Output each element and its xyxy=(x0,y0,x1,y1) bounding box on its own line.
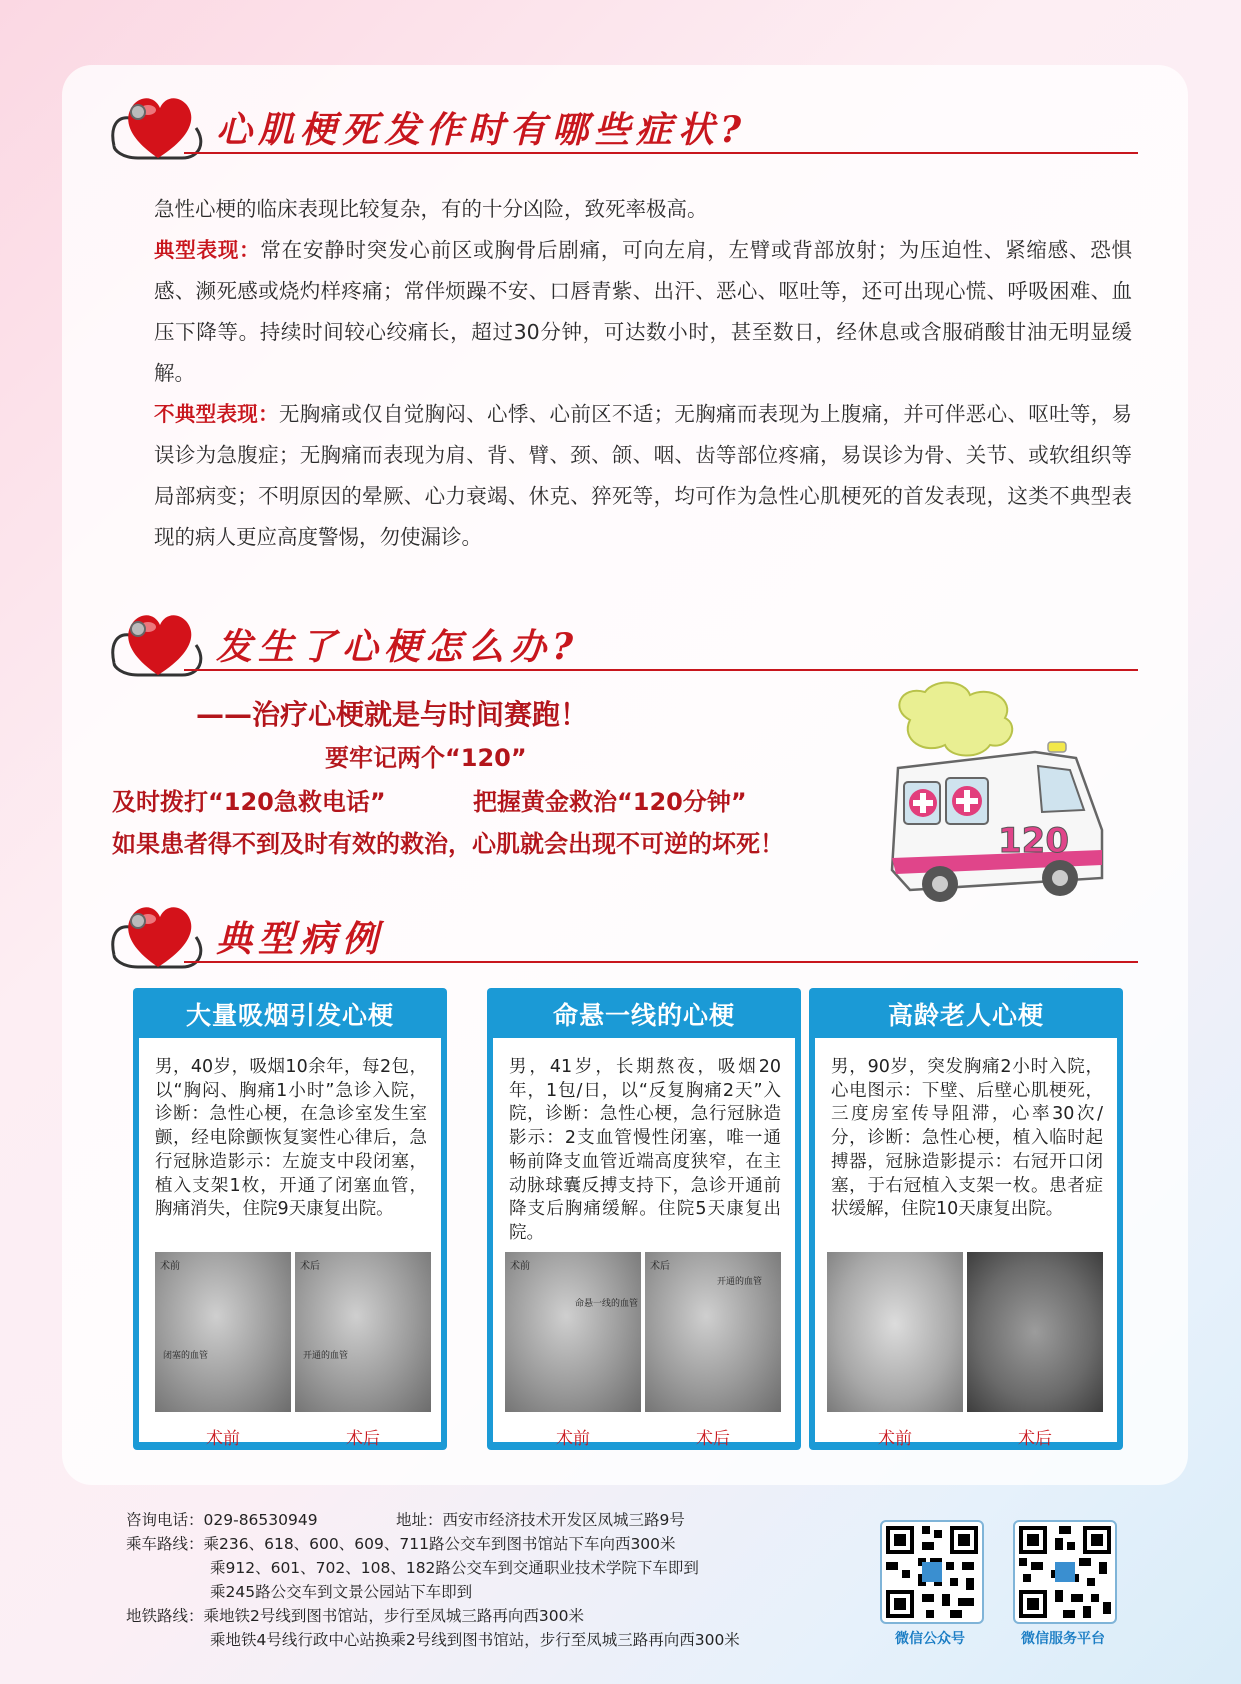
angiogram-after-image xyxy=(295,1252,431,1412)
angiogram-after-image xyxy=(645,1252,781,1412)
address-text: 西安市经济技术开发区凤城三路9号 xyxy=(442,1511,685,1529)
heart-stethoscope-icon xyxy=(108,88,208,166)
address-label: 地址： xyxy=(396,1511,443,1529)
metro-line: 乘地铁2号线到图书馆站，步行至凤城三路再向西300米 xyxy=(203,1607,584,1625)
image-annotation: 开通的血管 xyxy=(717,1277,763,1287)
typical-label: 典型表现： xyxy=(154,238,261,262)
metro-label: 地铁路线： xyxy=(126,1607,204,1625)
case-body xyxy=(493,1038,795,1449)
qr-code-icon xyxy=(882,1522,982,1622)
bus-label: 乘车路线： xyxy=(126,1535,204,1553)
image-tag: 术前 xyxy=(510,1261,530,1272)
symptoms-intro: 急性心梗的临床表现比较复杂，有的十分凶险，致死率极高。 xyxy=(154,197,708,221)
case-body xyxy=(815,1038,1117,1449)
case-description: 男，41岁，长期熬夜，吸烟20年，1包/日，以“反复胸痛2天”入院，诊断：急性心梗，急行冠脉造影示：2支血管慢性闭塞，唯一通畅前降支血管近端高度狭窄，在主动脉球囊反搏支持下，急诊开通前降支后胸痛缓解。住院5天康复出院。 xyxy=(509,1057,781,1243)
slogan-race: ——治疗心梗就是与时间赛跑！ xyxy=(196,698,589,731)
symptoms-body xyxy=(154,189,1132,558)
metro-line: 乘地铁4号线行政中心站换乘2号线到图书馆站，步行至凤城三路再向西300米 xyxy=(210,1631,740,1649)
typical-text: 常在安静时突发心前区或胸骨后剧痛，可向左肩，左臂或背部放射；为压迫性、紧缩感、恐惧感、濒死感或烧灼样疼痛；常伴烦躁不安、口唇青紫、出汗、恶心、呕吐等，还可出现心慌、呼吸困难、血压下降等。持续时间较心绞痛长，超过30分钟，可达数小时，甚至数日，经休息或含服硝酸甘油无明显缓解。 xyxy=(154,238,1132,385)
section-divider xyxy=(184,152,1138,154)
ambulance-120-label: 120 xyxy=(998,821,1069,861)
case-description: 男，90岁，突发胸痛2小时入院，心电图示：下壁、后壁心肌梗死，三度房室传导阻滞，心率30次/分，诊断：急性心梗，植入临时起搏器，冠脉造影提示：右冠开口闭塞，于右冠植入支架一枚。患者症状缓解，住院10天康复出院。 xyxy=(831,1057,1103,1220)
angiogram-before-image xyxy=(155,1252,291,1412)
slogan-warning: 如果患者得不到及时有效的救治，心肌就会出现不可逆的坏死！ xyxy=(112,830,784,858)
qr-code-icon xyxy=(1015,1522,1115,1622)
case-card-smoking xyxy=(133,988,447,1450)
angiogram-after-image xyxy=(967,1252,1103,1412)
section-header-symptoms xyxy=(108,88,1138,168)
heart-stethoscope-icon xyxy=(108,897,208,975)
slogan-call-120: 及时拨打“120急救电话” xyxy=(112,788,386,816)
section-header-action xyxy=(108,605,1138,685)
heart-stethoscope-icon xyxy=(108,605,208,683)
address xyxy=(396,1508,685,1532)
caption-before: 术前 xyxy=(556,1429,590,1449)
case-body xyxy=(139,1038,441,1449)
case-description: 男，40岁，吸烟10余年，每2包，以“胸闷、胸痛1小时”急诊入院，诊断：急性心梗，在急诊室发生室颤，经电除颤恢复窦性心律后，急行冠脉造影示：左旋支中段闭塞，植入支架1枚，开通了闭塞血管，胸痛消失，住院9天康复出院。 xyxy=(155,1057,427,1220)
case-title: 大量吸烟引发心梗 xyxy=(185,1001,394,1030)
phone-label: 咨询电话： xyxy=(126,1511,204,1529)
qr1-label: 微信公众号 xyxy=(895,1631,965,1647)
phone-number: 029-86530949 xyxy=(203,1511,318,1529)
caption-after: 术后 xyxy=(1018,1429,1052,1449)
image-tag: 术后 xyxy=(650,1261,670,1272)
image-annotation: 闭塞的血管 xyxy=(163,1351,209,1361)
section-divider xyxy=(184,669,1138,671)
atypical-label: 不典型表现： xyxy=(154,402,279,426)
section-divider xyxy=(184,961,1138,963)
atypical-paragraph xyxy=(154,394,1132,558)
case-card-elderly xyxy=(809,988,1123,1450)
atypical-text: 无胸痛或仅自觉胸闷、心悸、心前区不适；无胸痛而表现为上腹痛，并可伴恶心、呕吐等，易误诊为急腹症；无胸痛而表现为肩、背、臂、颈、颌、咽、齿等部位疼痛，易误诊为骨、关节、或软组织等局部病变；不明原因的晕厥、心力衰竭、休克、猝死等，均可作为急性心肌梗死的首发表现，这类不典型表现的病人更应高度警惕，勿使漏诊。 xyxy=(154,402,1133,549)
case-title: 高龄老人心梗 xyxy=(887,1001,1044,1030)
image-tag: 术前 xyxy=(160,1261,180,1272)
metro-row xyxy=(126,1604,740,1628)
contact-footer xyxy=(126,1508,740,1652)
case-title: 命悬一线的心梗 xyxy=(552,1001,735,1030)
caption-after: 术后 xyxy=(346,1429,380,1449)
ambulance-illustration xyxy=(870,680,1120,910)
wechat-official-qr-code[interactable] xyxy=(880,1520,984,1624)
angiogram-before-image xyxy=(827,1252,963,1412)
caption-before: 术前 xyxy=(206,1429,240,1449)
slogan-golden-120: 把握黄金救治“120分钟” xyxy=(473,788,747,816)
bus-line: 乘912、601、702、108、182路公交车到交通职业技术学院下车即到 xyxy=(210,1559,699,1577)
section-header-cases xyxy=(108,897,1138,977)
bus-line: 乘245路公交车到文景公园站下车即到 xyxy=(210,1583,473,1601)
typical-paragraph xyxy=(154,230,1132,394)
qr2-label: 微信服务平台 xyxy=(1021,1631,1105,1647)
contact-row xyxy=(126,1508,740,1532)
bus-row xyxy=(126,1556,740,1580)
section-title: 心肌梗死发作时有哪些症状? xyxy=(216,109,748,151)
caption-before: 术前 xyxy=(878,1429,912,1449)
bus-row xyxy=(126,1580,740,1604)
case-card-critical xyxy=(487,988,801,1450)
bus-row xyxy=(126,1532,740,1556)
bus-line: 乘236、618、600、609、711路公交车到图书馆站下车向西300米 xyxy=(203,1535,676,1553)
caption-after: 术后 xyxy=(696,1429,730,1449)
section-title: 发生了心梗怎么办? xyxy=(216,626,580,668)
image-annotation: 开通的血管 xyxy=(303,1351,349,1361)
section-title: 典型病例 xyxy=(216,918,385,960)
image-annotation: 命悬一线的血管 xyxy=(575,1299,639,1309)
metro-row xyxy=(126,1628,740,1652)
wechat-service-qr-code[interactable] xyxy=(1013,1520,1117,1624)
image-tag: 术后 xyxy=(300,1261,320,1272)
angiogram-before-image xyxy=(505,1252,641,1412)
slogan-two-120: 要牢记两个“120” xyxy=(325,744,527,772)
